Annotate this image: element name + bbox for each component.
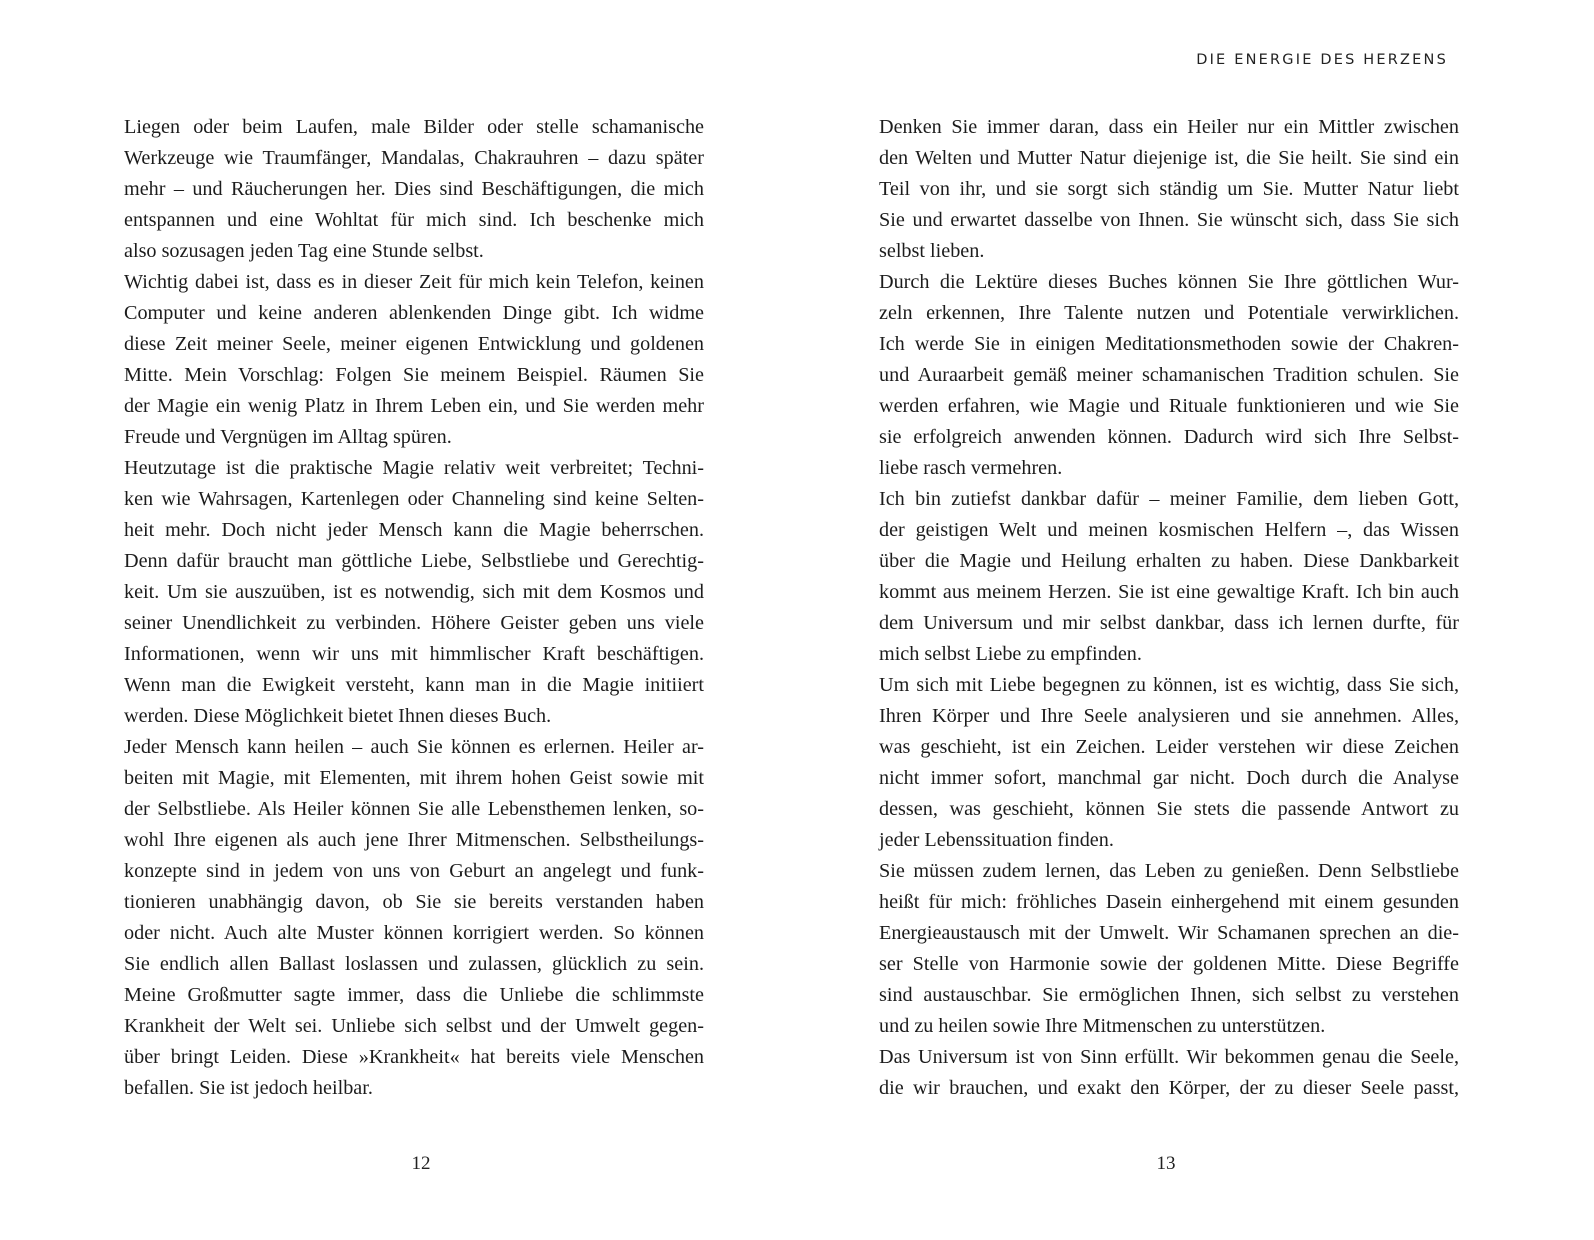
text-line: dem Universum und mir selbst dankbar, dass ich lernen durfte, für [879,612,1459,634]
running-head: DIE ENERGIE DES HERZENS [1196,52,1448,68]
text-line: Computer und keine anderen ablenkenden Dinge gibt. Ich widme [124,302,704,324]
text-line: Sie endlich allen Ballast loslassen und zulassen, glücklich zu sein. [124,953,704,975]
text-line: Werkzeuge wie Traumfänger, Mandalas, Chakrauhren – dazu später [124,147,704,169]
text-line: wohl Ihre eigenen als auch jene Ihrer Mitmenschen. Selbstheilungs- [124,829,704,851]
text-line: Um sich mit Liebe begegnen zu können, ist es wichtig, dass Sie sich, [879,674,1459,696]
right-page-body [879,112,1459,1104]
text-line: Sie und erwartet dasselbe von Ihnen. Sie wünscht sich, dass Sie sich [879,209,1459,231]
text-line: tionieren unabhängig davon, ob Sie sie bereits verstanden haben [124,891,704,913]
text-line: Ihren Körper und Ihre Seele analysieren und sie annehmen. Alles, [879,705,1459,727]
text-line: werden erfahren, wie Magie und Rituale funktionieren und wie Sie [879,395,1459,417]
text-line: Teil von ihr, und sie sorgt sich ständig um Sie. Mutter Natur liebt [879,178,1459,200]
left-page-body [124,112,704,1104]
text-line: kommt aus meinem Herzen. Sie ist eine gewaltige Kraft. Ich bin auch [879,581,1459,603]
text-line: werden. Diese Möglichkeit bietet Ihnen dieses Buch. [124,705,552,727]
text-line: was geschieht, ist ein Zeichen. Leider verstehen wir diese Zeichen [879,736,1459,758]
text-line: und Auraarbeit gemäß meiner schamanischen Tradition schulen. Sie [879,364,1459,386]
text-line: ser Stelle von Harmonie sowie der goldenen Mitte. Diese Begriffe [879,953,1459,975]
text-line: mich selbst Liebe zu empfinden. [879,643,1142,665]
page-number-right: 13 [1156,1153,1176,1174]
text-line: keit. Um sie auszuüben, ist es notwendig, sich mit dem Kosmos und [124,581,704,603]
text-line: zeln erkennen, Ihre Talente nutzen und Potentiale verwirklichen. [879,302,1459,324]
text-line: Ich bin zutiefst dankbar dafür – meiner Familie, dem lieben Gott, [879,488,1459,510]
text-line: ken wie Wahrsagen, Kartenlegen oder Channeling sind keine Selten- [124,488,704,510]
page-number-left: 12 [411,1153,431,1174]
text-line: Jeder Mensch kann heilen – auch Sie können es erlernen. Heiler ar- [124,736,704,758]
text-line: dessen, was geschieht, können Sie stets die passende Antwort zu [879,798,1459,820]
text-line: Ich werde Sie in einigen Meditationsmethoden sowie der Chakren- [879,333,1459,355]
text-line: selbst lieben. [879,240,985,262]
text-line: beiten mit Magie, mit Elementen, mit ihrem hohen Geist sowie mit [124,767,704,789]
text-line: sie erfolgreich anwenden können. Dadurch wird sich Ihre Selbst- [879,426,1459,448]
text-line: mehr – und Räucherungen her. Dies sind Beschäftigungen, die mich [124,178,704,200]
text-line: nicht immer sofort, manchmal gar nicht. Doch durch die Analyse [879,767,1459,789]
text-line: konzepte sind in jedem von uns von Geburt an angelegt und funk- [124,860,704,882]
text-line: Freude und Vergnügen im Alltag spüren. [124,426,452,448]
text-line: über die Magie und Heilung erhalten zu haben. Diese Dankbarkeit [879,550,1459,572]
text-line: der Magie ein wenig Platz in Ihrem Leben ein, und Sie werden mehr [124,395,704,417]
right-page [797,0,1594,1240]
text-line: Durch die Lektüre dieses Buches können Sie Ihre göttlichen Wur- [879,271,1459,293]
text-line: liebe rasch vermehren. [879,457,1063,479]
text-line: Denken Sie immer daran, dass ein Heiler nur ein Mittler zwischen [879,116,1459,138]
text-line: Denn dafür braucht man göttliche Liebe, Selbstliebe und Gerechtig- [124,550,704,572]
text-line: Mitte. Mein Vorschlag: Folgen Sie meinem Beispiel. Räumen Sie [124,364,704,386]
text-line: also sozusagen jeden Tag eine Stunde selbst. [124,240,484,262]
text-line: Heutzutage ist die praktische Magie relativ weit verbreitet; Techni- [124,457,704,479]
text-line: jeder Lebenssituation finden. [879,829,1114,851]
text-line: Liegen oder beim Laufen, male Bilder oder stelle schamanische [124,116,704,138]
text-line: Energieaustausch mit der Umwelt. Wir Schamanen sprechen an die- [879,922,1459,944]
text-line: seiner Unendlichkeit zu verbinden. Höhere Geister geben uns viele [124,612,704,634]
text-line: sind austauschbar. Sie ermöglichen Ihnen, sich selbst zu verstehen [879,984,1459,1006]
text-line: über bringt Leiden. Diese »Krankheit« hat bereits viele Menschen [124,1046,704,1068]
text-line: Wenn man die Ewigkeit versteht, kann man in die Magie initiiert [124,674,704,696]
text-line: diese Zeit meiner Seele, meiner eigenen Entwicklung und goldenen [124,333,704,355]
text-line: die wir brauchen, und exakt den Körper, der zu dieser Seele passt, [879,1077,1459,1099]
text-line: den Welten und Mutter Natur diejenige ist, die Sie heilt. Sie sind ein [879,147,1459,169]
text-line: Wichtig dabei ist, dass es in dieser Zeit für mich kein Telefon, keinen [124,271,704,293]
text-line: befallen. Sie ist jedoch heilbar. [124,1077,373,1099]
text-line: Krankheit der Welt sei. Unliebe sich selbst und der Umwelt gegen- [124,1015,704,1037]
text-line: heit mehr. Doch nicht jeder Mensch kann die Magie beherrschen. [124,519,704,541]
text-line: und zu heilen sowie Ihre Mitmenschen zu unterstützen. [879,1015,1326,1037]
text-line: heißt für mich: fröhliches Dasein einhergehend mit einem gesunden [879,891,1459,913]
text-line: Meine Großmutter sagte immer, dass die Unliebe die schlimmste [124,984,704,1006]
text-line: der geistigen Welt und meinen kosmischen Helfern –, das Wissen [879,519,1459,541]
text-line: oder nicht. Auch alte Muster können korrigiert werden. So können [124,922,704,944]
text-line: Informationen, wenn wir uns mit himmlischer Kraft beschäftigen. [124,643,704,665]
text-line: der Selbstliebe. Als Heiler können Sie alle Lebensthemen lenken, so- [124,798,704,820]
text-line: Sie müssen zudem lernen, das Leben zu genießen. Denn Selbstliebe [879,860,1459,882]
text-line: Das Universum ist von Sinn erfüllt. Wir bekommen genau die Seele, [879,1046,1459,1068]
text-line: entspannen und eine Wohltat für mich sind. Ich beschenke mich [124,209,704,231]
